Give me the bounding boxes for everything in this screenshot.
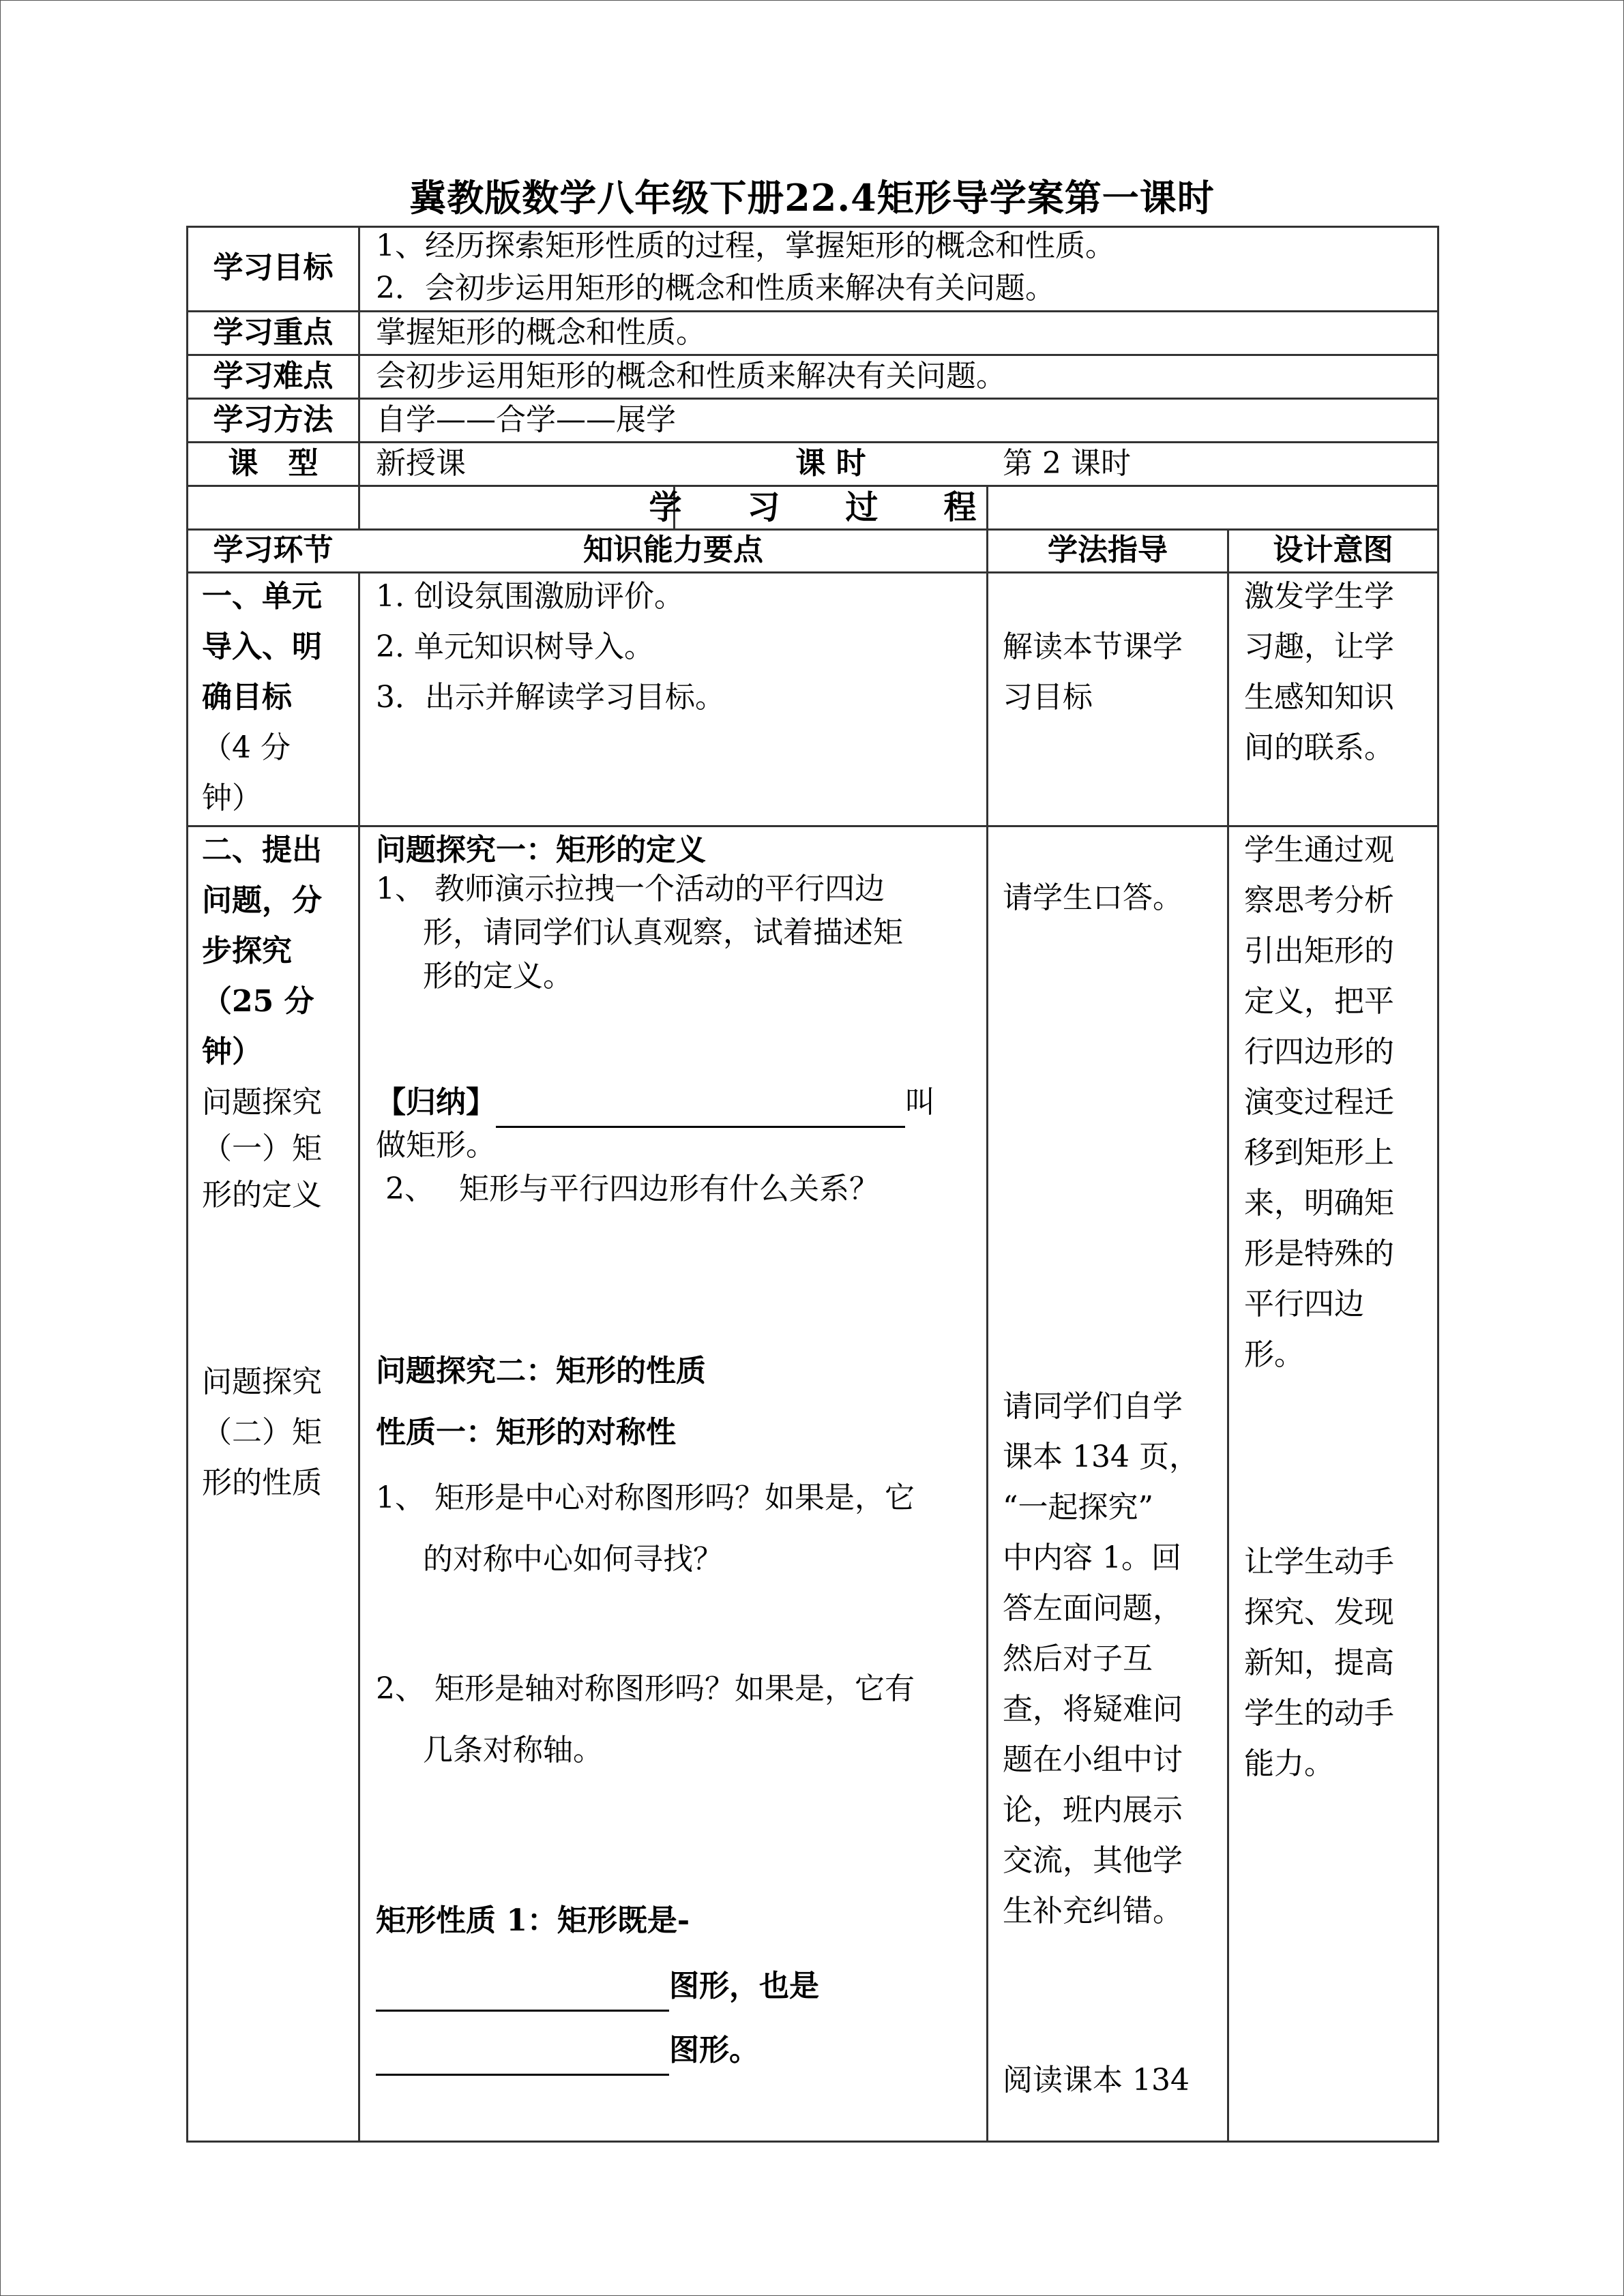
s2-sub1-line: 问题探究 [202, 1085, 322, 1120]
s2-time-line: 钟） [202, 1034, 262, 1069]
intent2-line: 探究、发现 [1244, 1595, 1394, 1630]
s1-stage-line: 确目标 [202, 680, 292, 715]
difficulty-label: 学习难点 [213, 359, 334, 393]
s2-time-line: （25 分 [202, 984, 314, 1019]
intent1-line: 形是特殊的 [1244, 1236, 1394, 1271]
q1-item-2: 2、 矩形与平行四边形有什么关系？ [376, 1172, 879, 1206]
period-value: 第 2 课时 [1003, 446, 1131, 481]
intent2-line: 能力。 [1244, 1746, 1334, 1781]
s1-guide-line: 习目标 [1003, 680, 1093, 715]
s1-point: 1. 创设氛围激励评价。 [376, 579, 684, 614]
guide2-line: 答左面问题， [1003, 1591, 1183, 1626]
conclusion-line-2 [376, 2025, 759, 2076]
difficulty-value: 会初步运用矩形的概念和性质来解决有关问题。 [376, 359, 1006, 393]
conclusion-label: 矩形性质 1：矩形既是- [376, 1903, 690, 1938]
summary-end: 叫 [905, 1085, 935, 1120]
q2-item1-line: 的对称中心如何寻找？ [423, 1542, 723, 1577]
intent1-line: 演变过程迁 [1244, 1085, 1394, 1120]
s1-guide-line: 解读本节课学 [1003, 629, 1183, 664]
guide-read: 阅读课本 134 [1003, 2063, 1190, 2098]
method-value: 自学——合学——展学 [376, 402, 676, 437]
type-value: 新授课 [376, 446, 466, 481]
q2-item1-line: 1、 矩形是中心对称图形吗？如果是，它 [376, 1480, 915, 1515]
col-header-stage: 学习环节 [213, 533, 334, 567]
s1-point: 3．出示并解读学习目标。 [376, 680, 725, 715]
intent1-line: 平行四边 [1244, 1287, 1364, 1322]
intent1-line: 察思考分析 [1244, 883, 1394, 918]
type-label: 课 型 [228, 446, 319, 481]
focus-value: 掌握矩形的概念和性质。 [376, 315, 706, 350]
guide2-line: 题在小组中讨 [1003, 1742, 1183, 1777]
s2-stage-line: 问题，分 [202, 883, 322, 918]
q2-title: 问题探究二：矩形的性质 [376, 1354, 706, 1388]
guide2-line: 生补充纠错。 [1003, 1894, 1183, 1928]
guide2-line: “一起探究” [1003, 1490, 1153, 1525]
summary-blank[interactable] [496, 1090, 905, 1128]
goal-1: 1、经历探索矩形性质的过程，掌握矩形的概念和性质。 [376, 228, 1115, 263]
col-header-guide: 学法指导 [1048, 533, 1168, 567]
guide2-line: 查，将疑难问 [1003, 1692, 1183, 1727]
q2-item2-line: 2、 矩形是轴对称图形吗？如果是，它有 [376, 1671, 915, 1706]
intent2-line: 新知，提高 [1244, 1645, 1394, 1680]
intent2-line: 学生的动手 [1244, 1696, 1394, 1731]
q1-item-line: 1、 教师演示拉拽一个活动的平行四边 [376, 871, 885, 906]
conclusion-blank-1[interactable] [376, 1974, 669, 2012]
s1-time-line: 钟） [202, 781, 262, 816]
guide2-line: 课本 134 页， [1003, 1440, 1199, 1474]
method-label: 学习方法 [213, 402, 334, 437]
conclusion-line-1 [376, 1961, 819, 2012]
conclusion-blank-2[interactable] [376, 2038, 669, 2076]
s2-stage-line: 二、提出 [202, 833, 322, 867]
guide-answer: 请学生口答。 [1003, 880, 1183, 915]
intent2-line: 让学生动手 [1244, 1545, 1394, 1579]
conclusion-end: 图形。 [669, 2033, 759, 2068]
intent1-line: 学生通过观 [1244, 833, 1394, 867]
period-label: 课 时 [795, 446, 866, 481]
q2-item2-line: 几条对称轴。 [423, 1733, 603, 1768]
guide2-line: 论，班内展示 [1003, 1793, 1183, 1828]
intent1-line: 行四边形的 [1244, 1034, 1394, 1069]
intent1-line: 形。 [1244, 1337, 1304, 1372]
process-header: 学 习 过 程 [649, 488, 977, 526]
conclusion-mid: 图形，也是 [669, 1969, 819, 2003]
s1-point: 2. 单元知识树导入。 [376, 629, 654, 664]
guide2-line: 然后对子互 [1003, 1641, 1153, 1676]
summary-line-2: 做矩形。 [376, 1128, 496, 1163]
s1-intent-line: 习趣，让学 [1244, 629, 1394, 664]
summary-label: 【归纳】 [376, 1085, 496, 1120]
guide2-line: 中内容 1。回 [1003, 1540, 1181, 1575]
page-title: 冀教版数学八年级下册22.4矩形导学案第一课时 [409, 176, 1215, 220]
s1-stage-line: 导入、明 [202, 629, 322, 664]
summary-line [376, 1077, 935, 1128]
intent1-line: 定义，把平 [1244, 984, 1394, 1019]
focus-label: 学习重点 [213, 315, 334, 350]
s1-intent-line: 生感知知识 [1244, 680, 1394, 715]
s2-stage-line: 步探究 [202, 934, 292, 968]
s2-sub2-line: （二）矩 [202, 1415, 322, 1450]
q1-item-line: 形的定义。 [423, 959, 573, 994]
goal-2: 2．会初步运用矩形的概念和性质来解决有关问题。 [376, 271, 1055, 305]
intent1-line: 移到矩形上 [1244, 1135, 1394, 1170]
s1-intent-line: 激发学生学 [1244, 579, 1394, 614]
s2-sub1-line: （一）矩 [202, 1131, 322, 1166]
intent1-line: 引出矩形的 [1244, 934, 1394, 968]
s1-stage-line: 一、单元 [202, 579, 322, 614]
q1-title: 问题探究一：矩形的定义 [376, 833, 706, 867]
s1-intent-line: 间的联系。 [1244, 730, 1394, 765]
s2-sub1-line: 形的定义 [202, 1178, 322, 1212]
intent1-line: 来，明确矩 [1244, 1186, 1394, 1221]
q1-item-line: 形，请同学们认真观察，试着描述矩 [423, 915, 903, 950]
s2-sub2-line: 问题探究 [202, 1365, 322, 1399]
s1-time-line: （4 分 [202, 730, 291, 765]
guide2-line: 交流，其他学 [1003, 1843, 1183, 1878]
s2-sub2-line: 形的性质 [202, 1465, 322, 1500]
property1-title: 性质一：矩形的对称性 [376, 1415, 676, 1450]
col-header-intent: 设计意图 [1273, 533, 1393, 567]
guide2-line: 请同学们自学 [1003, 1389, 1183, 1424]
col-header-points: 知识能力要点 [583, 533, 763, 567]
goals-label: 学习目标 [213, 250, 334, 285]
